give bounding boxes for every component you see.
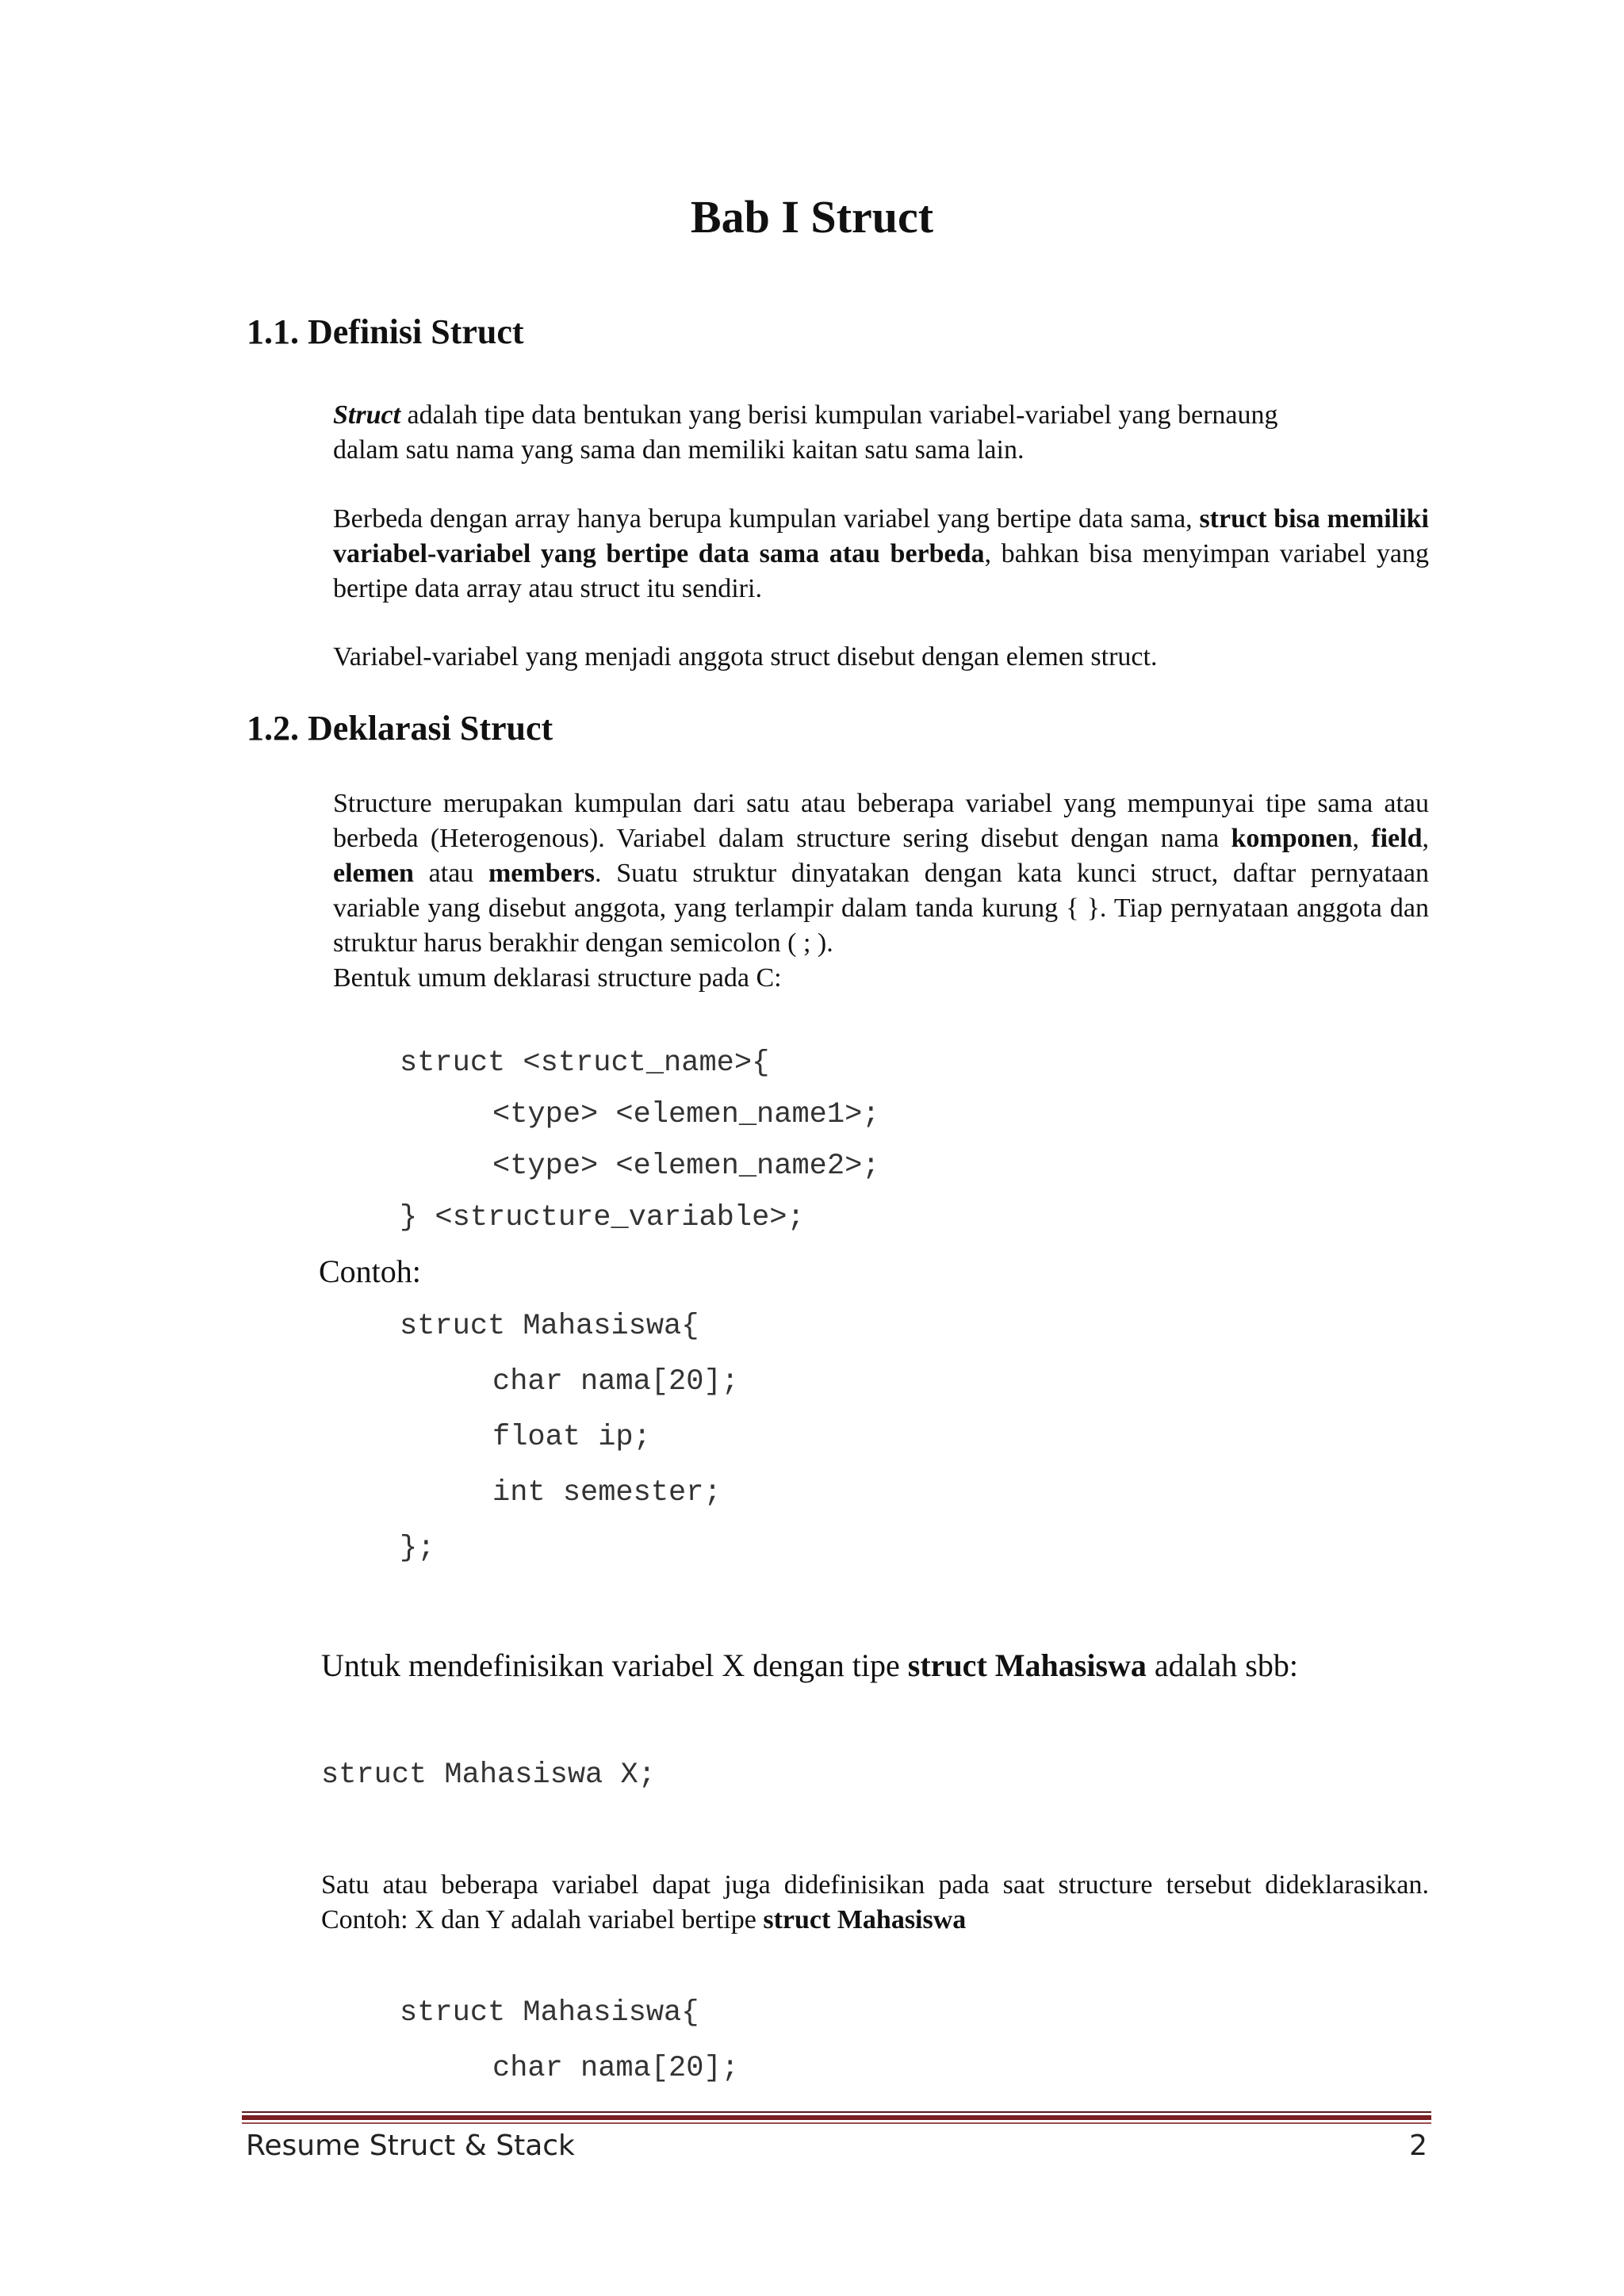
contoh-label: Contoh: [319,1253,421,1289]
footer-divider [242,2122,1431,2124]
bold-text: field [1371,824,1423,853]
paragraph-text: Untuk mendefinisikan variabel X dengan tipe [321,1647,908,1683]
paragraph-text: dalam satu nama yang sama dan memiliki kaitan satu sama lain. [333,435,1025,465]
paragraph-variabel-x [321,1646,1429,1686]
bold-text: elemen [333,859,414,888]
code-line: struct Mahasiswa{ [400,1996,699,2030]
section-heading-definisi: 1.1. Definisi Struct [247,312,524,351]
bold-text: struct Mahasiswa [763,1905,967,1934]
footer-document-title: Resume Struct & Stack [246,2130,575,2162]
code-line: } <structure_variable>; [400,1201,805,1234]
term-struct: Struct [333,400,401,430]
paragraph-text: Berbeda dengan array hanya berupa kumpulan variabel yang bertipe data sama, [333,504,1200,534]
paragraph-text: Structure merupakan kumpulan dari satu atau beberapa variabel yang mempunyai tipe sama atau berbeda (Heterogenous). Variabel dalam structure sering disebut dengan nama [333,789,1429,853]
bold-text: members [488,859,596,888]
footer-page-number: 2 [1409,2130,1427,2162]
code-line: struct <struct_name>{ [400,1047,770,1080]
paragraph-text: adalah sbb: [1146,1647,1298,1683]
code-line: }; [400,1532,435,1565]
bold-text: komponen [1231,824,1353,853]
page-title: Bab I Struct [690,191,934,243]
bold-text: struct Mahasiswa [907,1647,1147,1683]
paragraph-text: Satu atau beberapa variabel dapat juga didefinisikan pada saat structure tersebut dideklarasikan. Contoh: X dan Y adalah variabel bertipe [321,1870,1429,1934]
paragraph-deklarasi-2 [321,1868,1429,1938]
paragraph-definisi-1 [333,398,1429,468]
code-line: struct Mahasiswa X; [321,1758,656,1792]
code-line: float ip; [492,1421,651,1454]
code-line: <type> <elemen_name2>; [492,1150,880,1183]
separator-text: , [1352,824,1372,853]
code-line: int semester; [492,1476,722,1510]
paragraph-definisi-3: Variabel-variabel yang menjadi anggota struct disebut dengan elemen struct. [333,642,1158,672]
code-line: char nama[20]; [492,1365,739,1399]
section-heading-deklarasi: 1.2. Deklarasi Struct [247,709,553,748]
code-line: char nama[20]; [492,2052,739,2085]
paragraph-text: . Suatu struktur dinyatakan dengan kata kunci struct, daftar pernyataan variable yang disebut anggota, yang terlampir dalam tanda kurung { }. Tiap pernyataan anggota dan struktur harus berakhir dengan semicolon ( ; ). [333,859,1429,958]
paragraph-text: , bahkan bisa menyimpan variabel yang bertipe data array atau struct itu sendiri. [333,539,1429,603]
bold-text: struct bisa memiliki variabel-variabel yang bertipe data sama atau berbeda [333,504,1429,568]
footer-divider [242,2111,1431,2113]
paragraph-text: adalah tipe data bentukan yang berisi kumpulan variabel-variabel yang bernaung [400,400,1278,430]
paragraph-definisi-2 [333,502,1429,607]
separator-text: , [1422,824,1429,853]
paragraph-text: Bentuk umum deklarasi structure pada C: [333,963,782,993]
code-line: <type> <elemen_name1>; [492,1098,880,1131]
paragraph-deklarasi-1 [333,786,1429,996]
code-line: struct Mahasiswa{ [400,1310,699,1343]
footer-divider [242,2115,1431,2120]
separator-text: atau [413,859,488,888]
